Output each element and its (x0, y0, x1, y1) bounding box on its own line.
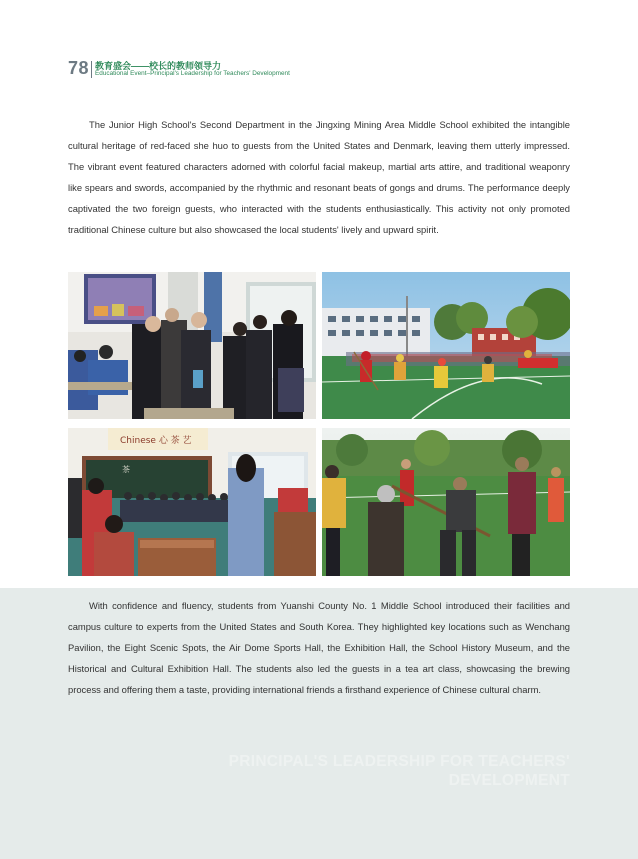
page-number: 78 (68, 58, 90, 78)
paragraph-she-huo: The Junior High School's Second Department in the Jingxing Mining Area Middle School exhibited the intangible cultural heritage of red-faced she huo to guests from the United States and Denmark, leaving them utterly impressed. The vibrant event featured characters adorned with colorful facial makeup, martial arts attire, and traditional weaponry like spears and swords, accompanied by the rhythmic and resonant beats of gongs and drums. The performance deeply captivated the two foreign guests, who interacted with the students enthusiastically. This activity not only promoted traditional Chinese culture but also showcased the local students' lively and upward spirit. (68, 119, 570, 235)
header-title-en: Educational Event–Principal's Leadership for Teachers' Development (95, 70, 290, 77)
background-watermark (150, 752, 570, 790)
watermark-line-1: PRINCIPAL'S LEADERSHIP FOR TEACHERS' (228, 753, 570, 770)
photo-sports-field-performance (322, 272, 570, 419)
header-title-cn: 教育盛会——校长的教师领导力 (95, 61, 222, 71)
photo-classroom-visit (68, 272, 316, 419)
watermark-line-2: DEVELOPMENT (448, 772, 570, 789)
photo-spear-interaction (322, 428, 570, 576)
photo-blackboard-text: 茶 (122, 465, 130, 474)
paragraph-tea-art: With confidence and fluency, students from Yuanshi County No. 1 Middle School introduced their facilities and campus culture to experts from the United States and South Korea. They highlighted key locations such as Wenchang Pavilion, the Eight Scenic Spots, the Air Dome Sports Hall, the Exhibition Hall, the School History Museum, and the Historical and Cultural Exhibition Hall. The students also led the guests in a tea art class, showcasing the brewing process and offering them a taste, providing international friends a firsthand experience of Chinese cultural charm. (68, 600, 570, 695)
photo-board-text: Chinese 心 茶 艺 (120, 436, 192, 446)
photo-tea-art-class (68, 428, 316, 576)
header-divider (91, 61, 92, 78)
